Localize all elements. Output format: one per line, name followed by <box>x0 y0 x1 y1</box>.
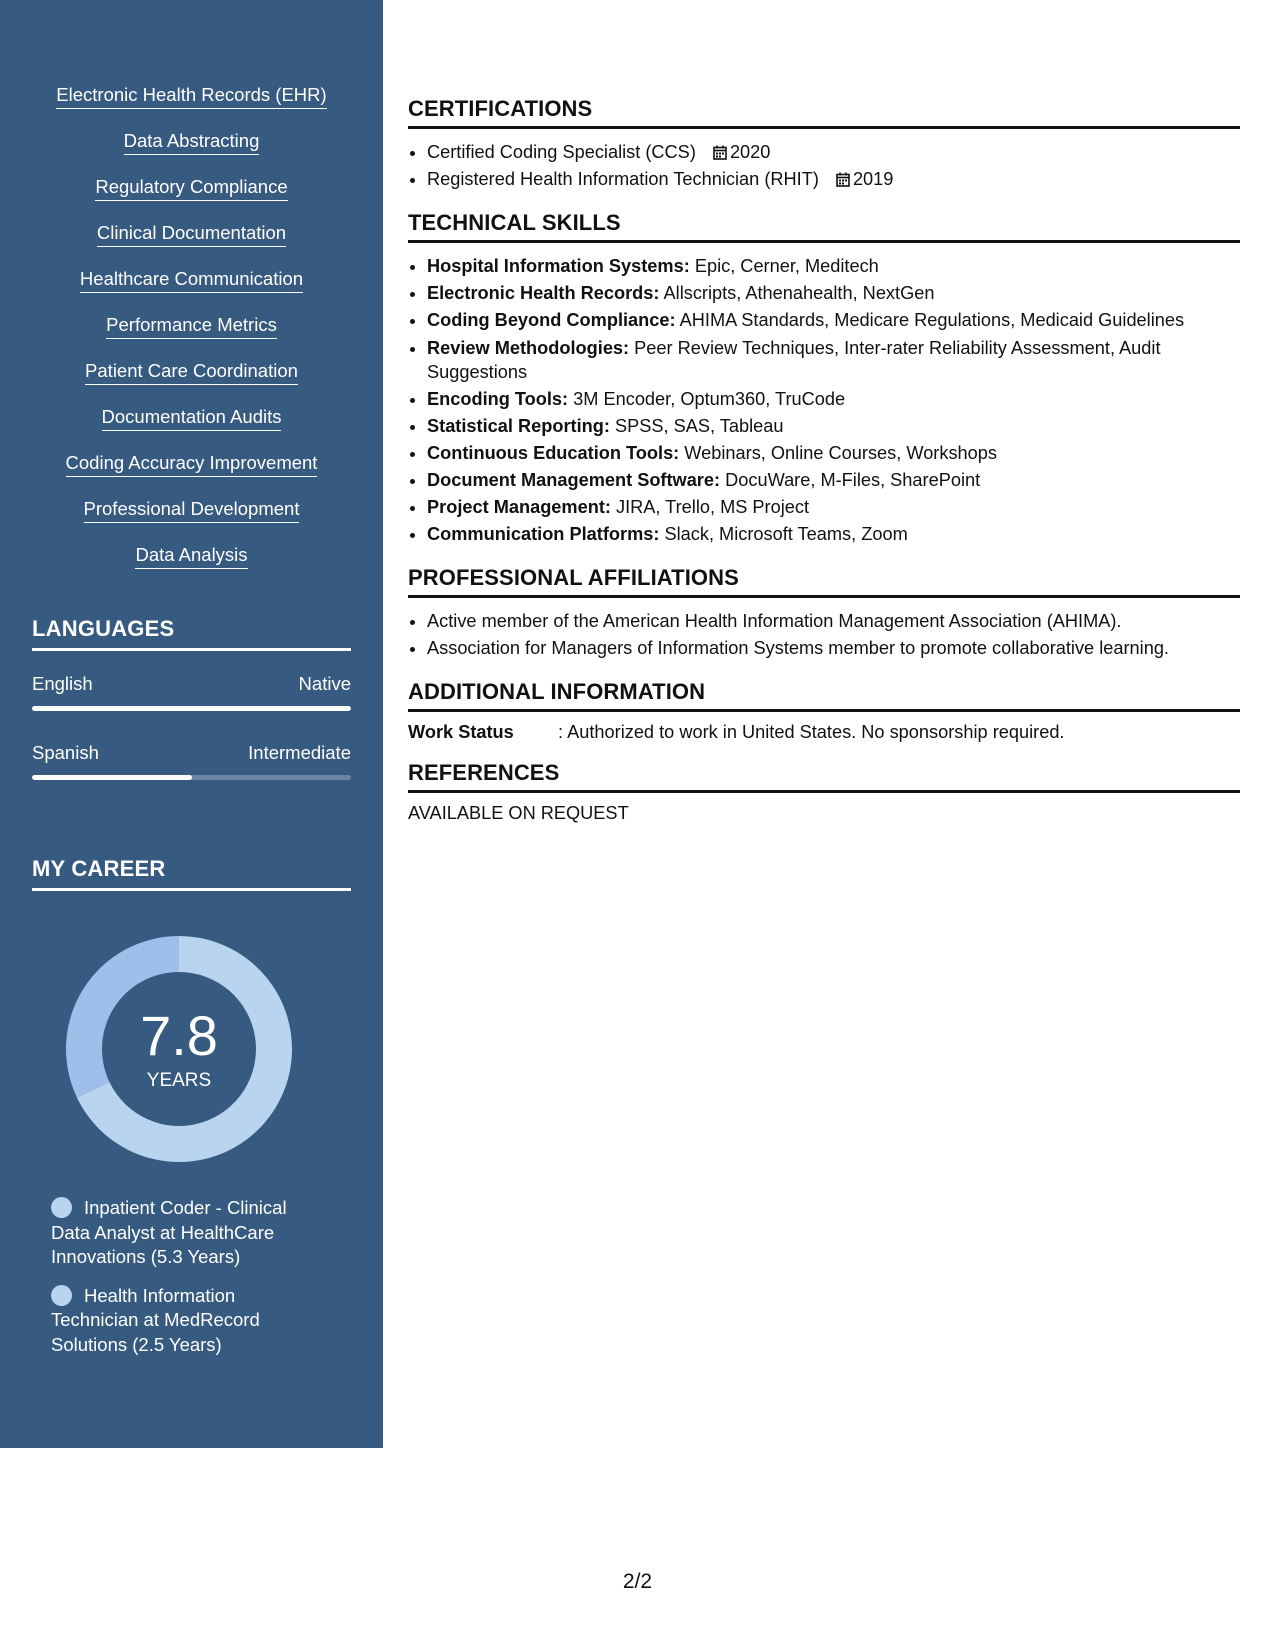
career-item <box>51 1196 321 1270</box>
affiliations-list <box>408 608 1240 662</box>
skill-category: Encoding Tools: <box>427 389 569 409</box>
certifications-heading: CERTIFICATIONS <box>408 96 1240 129</box>
technical-skill-item <box>427 413 1240 440</box>
skill-link[interactable]: Patient Care Coordination <box>85 360 298 385</box>
affiliations-heading: PROFESSIONAL AFFILIATIONS <box>408 565 1240 598</box>
skill-link[interactable]: Data Abstracting <box>124 130 260 155</box>
skill-link[interactable]: Coding Accuracy Improvement <box>66 452 318 477</box>
skill-values: DocuWare, M-Files, SharePoint <box>720 470 981 490</box>
career-heading: MY CAREER <box>32 856 351 891</box>
skill-values: Webinars, Online Courses, Workshops <box>679 443 997 463</box>
language-level: Native <box>298 673 351 694</box>
skill-values: Slack, Microsoft Teams, Zoom <box>659 524 908 544</box>
certification-year: 2019 <box>852 169 894 189</box>
skill-values: Peer Review Techniques, Inter-rater Reliability Assessment, Audit Suggestions <box>427 338 1161 382</box>
career-years-label: YEARS <box>146 1070 212 1091</box>
skill-category: Coding Beyond Compliance: <box>427 310 676 330</box>
skill-category: Project Management: <box>427 497 611 517</box>
certifications-list <box>408 139 1240 193</box>
technical-skill-item <box>427 307 1240 334</box>
skill-values: SPSS, SAS, Tableau <box>609 416 784 436</box>
skill-values: JIRA, Trello, MS Project <box>610 497 810 517</box>
work-status-value: : Authorized to work in United States. No sponsorship required. <box>558 722 1065 742</box>
technical-skill-item <box>427 440 1240 467</box>
skill-link[interactable]: Professional Development <box>84 498 300 523</box>
skill-category: Hospital Information Systems: <box>427 256 690 276</box>
technical-skill-item <box>427 334 1240 386</box>
calendar-icon <box>836 172 850 187</box>
language-name: English <box>32 673 93 694</box>
skill-category: Continuous Education Tools: <box>427 443 680 463</box>
language-bar-fill <box>32 706 351 711</box>
language-row-english <box>32 673 351 695</box>
certification-item <box>427 166 1240 193</box>
career-item-text: Health Information Technician at MedRecord Solutions (2.5 Years) <box>51 1284 260 1355</box>
skill-values: AHIMA Standards, Medicare Regulations, Medicaid Guidelines <box>675 310 1185 330</box>
skill-category: Document Management Software: <box>427 470 721 490</box>
skill-link[interactable]: Performance Metrics <box>106 314 277 339</box>
page-number: 2/2 <box>622 1570 653 1593</box>
certification-name: Certified Coding Specialist (CCS) <box>427 142 696 162</box>
bullet-dot-icon <box>51 1285 72 1306</box>
career-list <box>51 1196 321 1371</box>
languages-heading: LANGUAGES <box>32 616 351 651</box>
language-bar-spanish <box>32 775 351 780</box>
language-bar-english <box>32 706 351 711</box>
skill-link[interactable]: Regulatory Compliance <box>95 176 287 201</box>
career-total-years: 7.8 <box>140 1004 218 1067</box>
technical-skill-item <box>427 253 1240 280</box>
main-content <box>408 96 1240 824</box>
skills-list <box>0 84 383 590</box>
skill-category: Review Methodologies: <box>427 338 630 358</box>
affiliation-item: • Active member of the American Health Information Management Association (AHIMA). <box>427 608 1240 635</box>
career-item <box>51 1284 321 1358</box>
affiliation-item: • Association for Managers of Information Systems member to promote collaborative learning. <box>427 635 1240 662</box>
additional-info-heading: ADDITIONAL INFORMATION <box>408 679 1240 712</box>
language-bar-fill <box>32 775 192 780</box>
language-name: Spanish <box>32 742 99 763</box>
skill-category: Communication Platforms: <box>427 524 660 544</box>
bullet-dot-icon <box>51 1197 72 1218</box>
skill-category: Statistical Reporting: <box>427 416 610 436</box>
technical-skill-item <box>427 521 1240 548</box>
sidebar <box>0 0 383 1448</box>
references-text: AVAILABLE ON REQUEST <box>408 803 629 823</box>
work-status-label: Work Status <box>408 722 514 742</box>
skill-link[interactable]: Documentation Audits <box>102 406 282 431</box>
skill-values: Allscripts, Athenahealth, NextGen <box>659 283 935 303</box>
skill-link[interactable]: Clinical Documentation <box>97 222 286 247</box>
skill-link[interactable]: Data Analysis <box>135 544 247 569</box>
skill-link[interactable]: Healthcare Communication <box>80 268 303 293</box>
technical-skill-item <box>427 280 1240 307</box>
skill-link[interactable]: Electronic Health Records (EHR) <box>56 84 326 109</box>
technical-skill-item <box>427 494 1240 521</box>
skill-values: Epic, Cerner, Meditech <box>689 256 879 276</box>
skill-category: Electronic Health Records: <box>427 283 660 303</box>
calendar-icon <box>713 145 727 160</box>
technical-skills-list <box>408 253 1240 548</box>
technical-skills-heading: TECHNICAL SKILLS <box>408 210 1240 243</box>
language-level: Intermediate <box>248 742 351 763</box>
technical-skill-item <box>427 386 1240 413</box>
certification-year: 2020 <box>729 142 771 162</box>
technical-skill-item <box>427 467 1240 494</box>
certification-item <box>427 139 1240 166</box>
work-status-row <box>408 722 1240 743</box>
certification-name: Registered Health Information Technician (RHIT) <box>427 169 819 189</box>
career-item-text: Inpatient Coder - Clinical Data Analyst at HealthCare Innovations (5.3 Years) <box>51 1197 287 1267</box>
language-row-spanish <box>32 742 351 764</box>
skill-values: 3M Encoder, Optum360, TruCode <box>568 389 846 409</box>
references-heading: REFERENCES <box>408 760 1240 793</box>
